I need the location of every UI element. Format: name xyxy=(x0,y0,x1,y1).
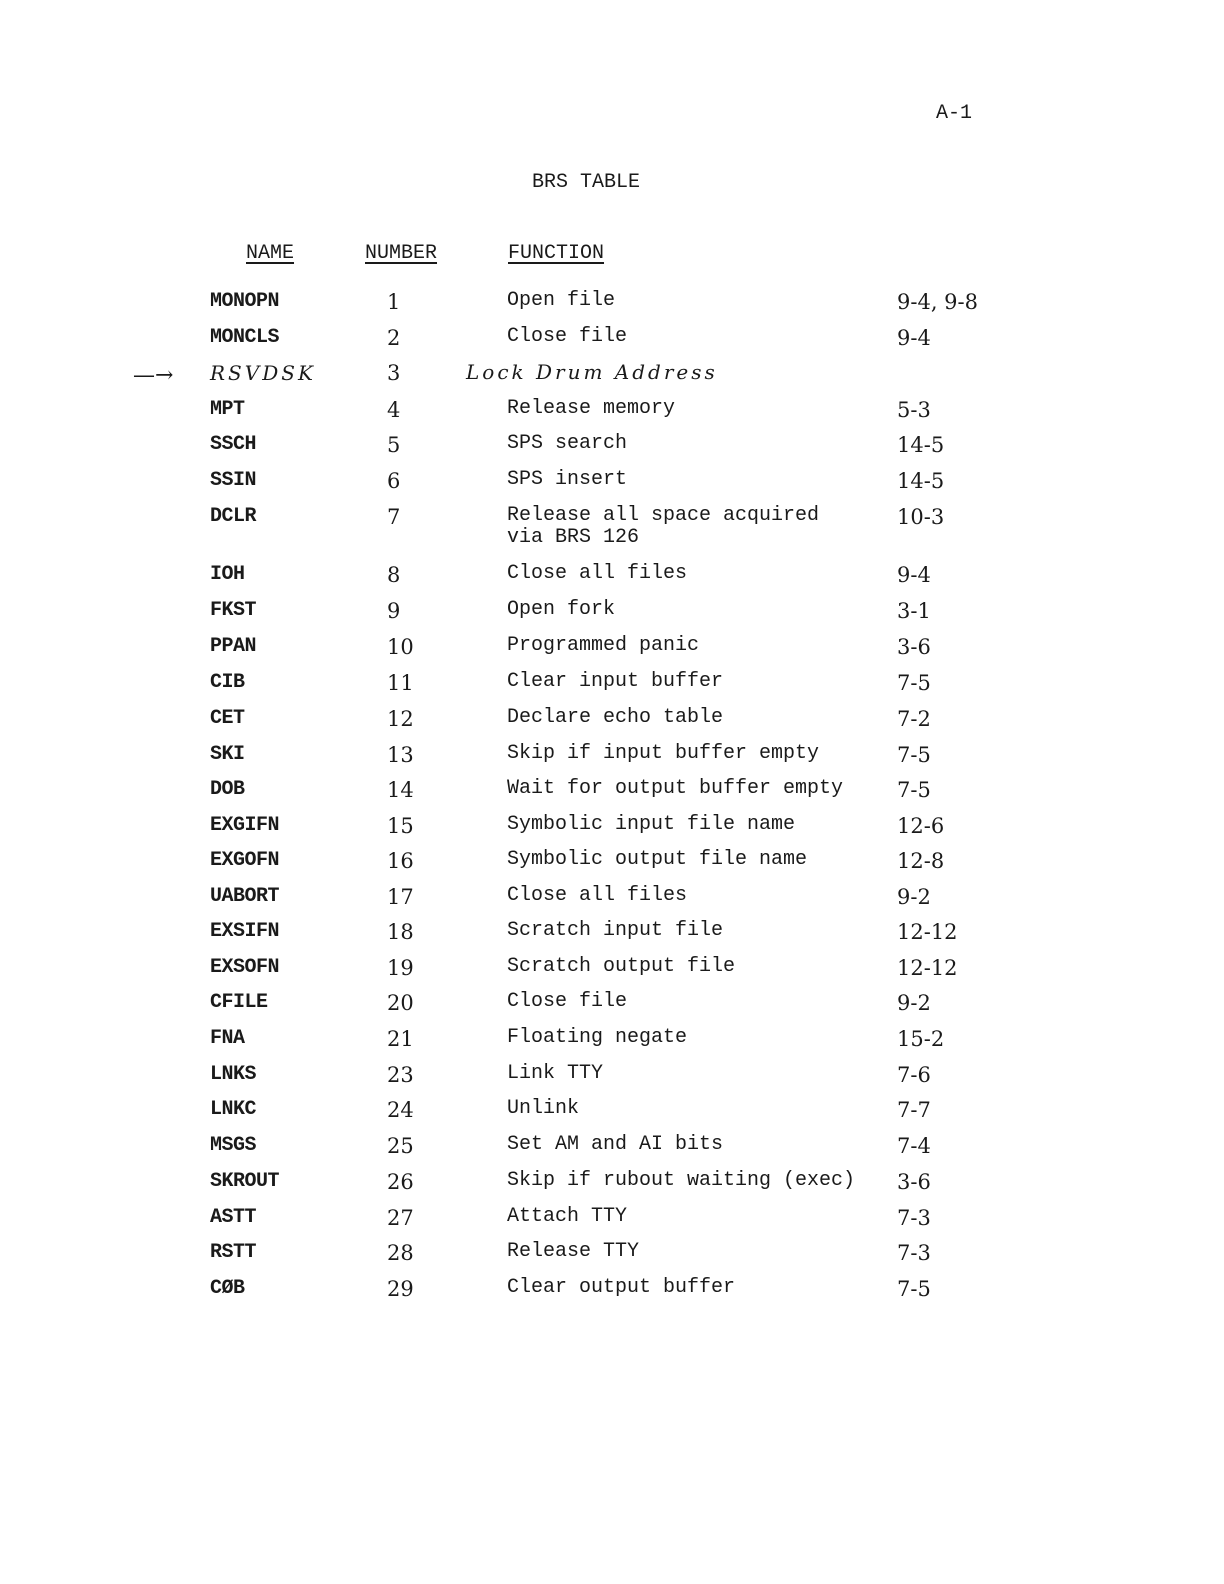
page-number: A-1 xyxy=(936,102,973,125)
row-function xyxy=(507,991,627,1013)
row-name: EXSOFN xyxy=(210,956,280,979)
row-page-reference: 7-3 xyxy=(897,1241,931,1265)
row-number: 23 xyxy=(387,1063,414,1087)
row-name: FNA xyxy=(210,1027,245,1050)
table-row xyxy=(0,920,1224,950)
table-row xyxy=(0,1027,1224,1057)
row-name: PPAN xyxy=(210,635,257,658)
row-page-reference: 7-2 xyxy=(897,707,931,731)
column-header-number: NUMBER xyxy=(365,242,438,265)
row-page-reference: 5-3 xyxy=(897,398,931,422)
table-row xyxy=(0,469,1224,499)
row-function-line1: Declare echo table xyxy=(507,706,724,729)
row-function-line1: Symbolic input file name xyxy=(507,813,796,836)
row-name: MPT xyxy=(210,398,245,421)
table-row xyxy=(0,956,1224,986)
table-row xyxy=(0,885,1224,915)
row-function xyxy=(507,433,627,455)
table-row xyxy=(0,1206,1224,1236)
row-name: SSCH xyxy=(210,433,257,456)
row-page-reference: 3-1 xyxy=(897,599,931,623)
row-function-line1: Wait for output buffer empty xyxy=(507,777,844,800)
row-page-reference: 7-7 xyxy=(897,1098,931,1122)
row-page-reference: 3-6 xyxy=(897,635,931,659)
table-row xyxy=(0,1098,1224,1128)
row-number: 13 xyxy=(387,743,414,767)
table-row xyxy=(0,433,1224,463)
page-title: BRS TABLE xyxy=(532,171,641,194)
row-name: IOH xyxy=(210,563,245,586)
row-page-reference: 9-4, 9-8 xyxy=(897,290,978,314)
row-function-line1: Close all files xyxy=(507,884,688,907)
row-function-line1: Scratch input file xyxy=(507,919,724,942)
row-function xyxy=(507,707,723,729)
row-function-line1: SPS search xyxy=(507,432,628,455)
row-function xyxy=(507,290,615,312)
row-name: LNKS xyxy=(210,1063,257,1086)
table-row xyxy=(0,1241,1224,1271)
row-number: 25 xyxy=(387,1134,414,1158)
column-header-function: FUNCTION xyxy=(508,242,605,265)
table-row xyxy=(0,599,1224,629)
row-page-reference: 15-2 xyxy=(897,1027,945,1051)
row-function xyxy=(507,1241,639,1263)
row-number: 16 xyxy=(387,849,414,873)
row-name: UABORT xyxy=(210,885,280,908)
row-function-line2: via BRS 126 xyxy=(507,526,640,549)
row-function xyxy=(507,326,627,348)
row-function-line1: Skip if rubout waiting (exec) xyxy=(507,1169,856,1192)
row-number: 19 xyxy=(387,956,414,980)
row-function-line1: Set AM and AI bits xyxy=(507,1133,724,1156)
row-function xyxy=(507,563,687,585)
row-name: CFILE xyxy=(210,991,268,1014)
table-row xyxy=(0,504,1224,549)
row-name: CET xyxy=(210,707,245,730)
row-number: 17 xyxy=(387,885,414,909)
row-number: 8 xyxy=(387,563,401,587)
row-number: 24 xyxy=(387,1098,414,1122)
row-number: 9 xyxy=(387,599,401,623)
table-row xyxy=(0,1063,1224,1093)
row-function-line1: Clear input buffer xyxy=(507,670,724,693)
row-function xyxy=(507,469,627,491)
row-function xyxy=(507,1206,627,1228)
row-number: 11 xyxy=(387,671,414,695)
row-page-reference: 7-5 xyxy=(897,743,931,767)
table-row xyxy=(0,814,1224,844)
row-name: EXSIFN xyxy=(210,920,280,943)
row-function xyxy=(466,361,718,383)
handwritten-arrow-icon: —→ xyxy=(133,363,174,388)
table-row xyxy=(0,707,1224,737)
row-page-reference: 12-12 xyxy=(897,956,958,980)
row-function xyxy=(507,885,687,907)
row-function xyxy=(507,635,699,657)
row-name: MSGS xyxy=(210,1134,257,1157)
row-page-reference: 9-2 xyxy=(897,885,931,909)
row-name: DCLR xyxy=(210,505,257,528)
row-function xyxy=(507,505,819,549)
row-function xyxy=(507,814,795,836)
row-function-line1: Release all space acquired xyxy=(507,504,820,527)
row-number: 6 xyxy=(387,469,401,493)
row-name: CIB xyxy=(210,671,245,694)
row-function-line1: Symbolic output file name xyxy=(507,848,808,871)
row-function xyxy=(507,1063,603,1085)
row-name: SSIN xyxy=(210,469,257,492)
row-function xyxy=(507,920,723,942)
row-function xyxy=(507,398,675,420)
row-number: 2 xyxy=(387,326,401,350)
row-page-reference: 14-5 xyxy=(897,469,945,493)
row-function xyxy=(507,778,843,800)
row-number: 29 xyxy=(387,1277,414,1301)
row-number: 12 xyxy=(387,707,414,731)
row-name: DOB xyxy=(210,778,245,801)
row-name: ASTT xyxy=(210,1206,257,1229)
row-page-reference: 9-4 xyxy=(897,326,931,350)
row-page-reference: 12-8 xyxy=(897,849,945,873)
row-page-reference: 7-5 xyxy=(897,1277,931,1301)
row-number: 21 xyxy=(387,1027,414,1051)
row-page-reference: 9-4 xyxy=(897,563,931,587)
row-function xyxy=(507,956,735,978)
row-page-reference: 3-6 xyxy=(897,1170,931,1194)
row-number: 15 xyxy=(387,814,414,838)
row-name: CØB xyxy=(210,1277,245,1300)
row-name: RSTT xyxy=(210,1241,257,1264)
table-row xyxy=(0,743,1224,773)
table-row xyxy=(0,290,1224,320)
row-function-line1: Skip if input buffer empty xyxy=(507,742,820,765)
row-page-reference: 10-3 xyxy=(897,505,945,529)
table-row xyxy=(0,563,1224,593)
row-function-line1: Attach TTY xyxy=(507,1205,628,1228)
row-function xyxy=(507,1170,855,1192)
row-page-reference: 7-4 xyxy=(897,1134,931,1158)
row-function-line1: Open file xyxy=(507,289,616,312)
row-page-reference: 14-5 xyxy=(897,433,945,457)
row-page-reference: 7-5 xyxy=(897,778,931,802)
row-number: 18 xyxy=(387,920,414,944)
row-function-line1: Floating negate xyxy=(507,1026,688,1049)
row-number: 10 xyxy=(387,635,414,659)
row-number: 1 xyxy=(387,290,401,314)
row-function xyxy=(507,849,807,871)
table-row xyxy=(0,398,1224,428)
row-page-reference: 9-2 xyxy=(897,991,931,1015)
row-function-line1: Lock Drum Address xyxy=(466,360,718,384)
row-function xyxy=(507,671,723,693)
row-name: FKST xyxy=(210,599,257,622)
row-name: MONCLS xyxy=(210,326,280,349)
row-name: SKROUT xyxy=(210,1170,280,1193)
row-number: 3 xyxy=(387,361,401,385)
row-function-line1: Clear output buffer xyxy=(507,1276,736,1299)
row-name: EXGIFN xyxy=(210,814,280,837)
row-page-reference: 12-6 xyxy=(897,814,945,838)
row-number: 28 xyxy=(387,1241,414,1265)
table-row xyxy=(0,635,1224,665)
row-page-reference: 12-12 xyxy=(897,920,958,944)
row-function xyxy=(507,599,615,621)
row-function xyxy=(507,1027,687,1049)
row-number: 7 xyxy=(387,505,401,529)
row-name: RSVDSK xyxy=(210,361,316,385)
table-row xyxy=(0,1134,1224,1164)
row-function-line1: Unlink xyxy=(507,1097,580,1120)
row-number: 5 xyxy=(387,433,401,457)
column-header-name: NAME xyxy=(246,242,295,265)
row-name: SKI xyxy=(210,743,245,766)
row-function-line1: Programmed panic xyxy=(507,634,700,657)
row-page-reference: 7-3 xyxy=(897,1206,931,1230)
row-number: 14 xyxy=(387,778,414,802)
row-function-line1: Release memory xyxy=(507,397,676,420)
row-name: LNKC xyxy=(210,1098,257,1121)
table-row xyxy=(0,849,1224,879)
row-number: 27 xyxy=(387,1206,414,1230)
row-function xyxy=(507,743,819,765)
row-function-line1: Release TTY xyxy=(507,1240,640,1263)
row-function-line1: SPS insert xyxy=(507,468,628,491)
row-number: 26 xyxy=(387,1170,414,1194)
row-name: MONOPN xyxy=(210,290,280,313)
row-function xyxy=(507,1098,579,1120)
table-row xyxy=(0,991,1224,1021)
row-function-line1: Open fork xyxy=(507,598,616,621)
row-number: 4 xyxy=(387,398,401,422)
row-page-reference: 7-6 xyxy=(897,1063,931,1087)
table-row xyxy=(0,778,1224,808)
table-row xyxy=(0,361,1224,391)
table-row xyxy=(0,326,1224,356)
row-number: 20 xyxy=(387,991,414,1015)
row-function xyxy=(507,1134,723,1156)
table-row xyxy=(0,671,1224,701)
row-function-line1: Close file xyxy=(507,325,628,348)
row-function-line1: Scratch output file xyxy=(507,955,736,978)
row-page-reference: 7-5 xyxy=(897,671,931,695)
table-row xyxy=(0,1170,1224,1200)
table-row xyxy=(0,1277,1224,1307)
row-function-line1: Link TTY xyxy=(507,1062,604,1085)
row-name: EXGOFN xyxy=(210,849,280,872)
row-function-line1: Close file xyxy=(507,990,628,1013)
row-function xyxy=(507,1277,735,1299)
row-function-line1: Close all files xyxy=(507,562,688,585)
